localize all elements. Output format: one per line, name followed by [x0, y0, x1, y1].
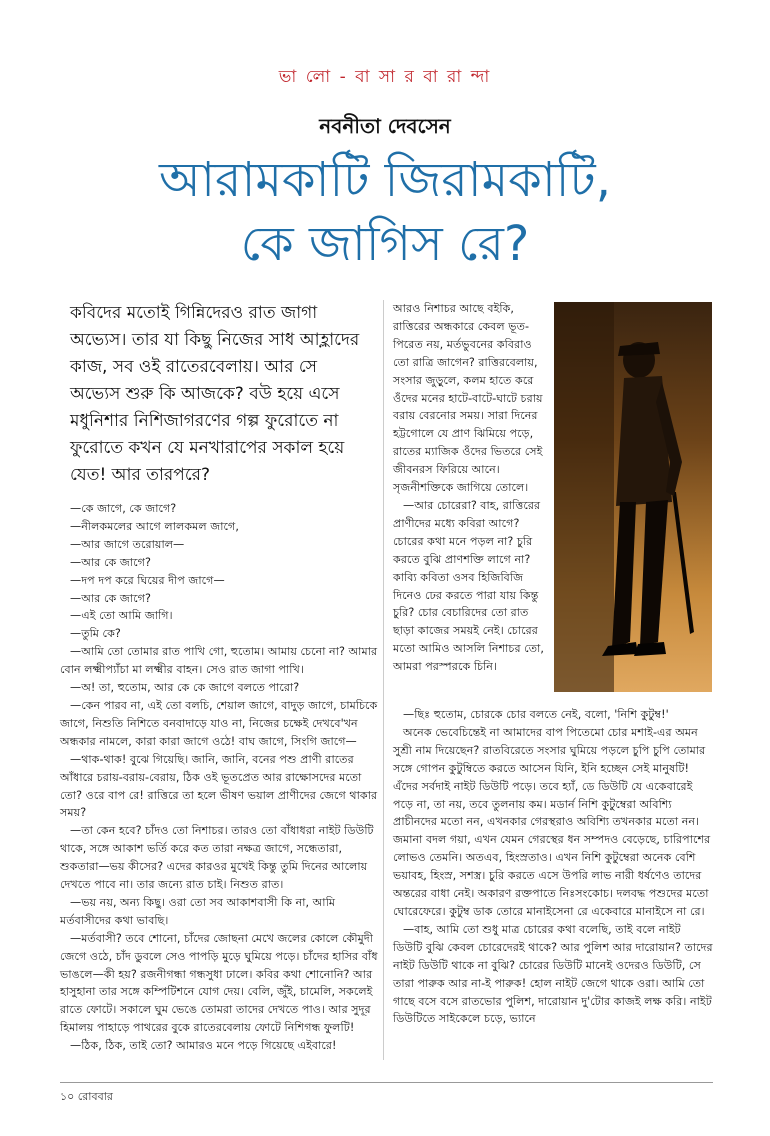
article-title: [0, 148, 770, 276]
author-name: নবনীতা দেবসেন: [319, 114, 451, 138]
dialogue-line: —নীলকমলের আগে লালকমল জাগে,: [70, 519, 239, 533]
dialogue-line: —তুমি কে?: [70, 627, 121, 641]
middle-column: [393, 300, 549, 676]
page-footer: [60, 1088, 113, 1107]
page-number: ১০: [60, 1090, 75, 1103]
dialogue-line: —আর জাগে তরোয়াল—: [70, 537, 185, 551]
left-column: [60, 500, 378, 1055]
right-bottom-column: [393, 706, 713, 1028]
magazine-name: রোববার: [77, 1090, 113, 1103]
dialogue-line: —ঠিক, ঠিক, তাই তো? আমারও মনে পড়ে গিয়েছে এইবারে!: [70, 1039, 337, 1053]
column-divider: [383, 300, 384, 1060]
dialogue-line: —অ! তা, হুতোম, আর কে কে জাগে বলতে পারো?: [70, 681, 300, 695]
dialogue-line: —থাক-থাক! বুঝে গিয়েছি। জানি, জানি, বনের পশু প্রাণী রাতের আঁধারে চরায়-বরায়-বেরায়, ঠিক ওই ভূতপ্রেত আর রাক্ষোসদের মতো তো? ওরে বাপ রে! রাত্তিরে তা হলে ভীষণ ভয়াল প্রাণীদের জেগে থাকার সময়?: [60, 752, 378, 820]
body-paragraph: আরও নিশাচর আছে বইকি, রাত্তিরের অন্ধকারে কেবল ভূত-পিরেত নয়, মর্তভুবনের কবিরাও তো রাত্রি জাগেন? রাত্তিরবেলায়, সংসার জুড়ুলে, কলম হাতে করে ওঁদের মনের হাটে-বাটে-ঘাটে চরায় বরায় বেরনোর সময়। সারা দিনের হট্টগোলে যে প্রাণ ঝিমিয়ে পড়ে, রাতের ম্যাজিক ওঁদের ভিতরে সেই জীবনরস ফিরিয়ে আনে। সৃজনীশক্তিকে জাগিয়ে তোলে।: [393, 302, 543, 495]
dialogue-line: —কে জাগে, কে জাগে?: [70, 502, 177, 515]
body-paragraph: —আর চোরেরা? বাহ, রাত্তিরের প্রাণীদের মধ্যে কবিরা আগে? চোরের কথা মনে পড়ল না? চুরি করতে বুঝি প্রাণশক্তি লাগে না? কাব্যি কবিতা ওসব হিজিবিজি দিনেও ঢের করতে পারা যায় কিন্তু চুরি? চোর বেচারিদের তো রাত ছাড়া কাজের সময়ই নেই। চোরের মতো আমিও আসলি নিশাচর তো, আমরা পরস্পরকে চিনি।: [393, 498, 544, 674]
dialogue-line: —আমি তো তোমার রাত পাখি গো, হুতোম। আমায় চেনো না? আমার বোন লক্ষ্মীপ্যাঁচা মা লক্ষ্মীর বাহন। সেও রাত জাগা পাখি।: [60, 645, 378, 677]
dialogue-line: —কেন পারব না, এই তো বলচি, শেয়াল জাগে, বাদুড় জাগে, চামচিকে জাগে, নিশুতি নিশিতে বনবাদাড়ে যাও না, নিজের চক্ষেই দেখবে'খন অন্ধকার নামলে, কারা কারা জাগে ওঠে! বাঘ জাগে, সিংগি জাগে—: [60, 698, 378, 748]
dialogue-line: —আর কে জাগে?: [70, 555, 151, 569]
footer-rule: [60, 1082, 713, 1083]
dialogue-line: —ভয় নয়, অন্য কিছু। ওরা তো সব আকাশবাসী কি না, আমি মর্তবাসীদের কথা ভাবছি।: [60, 895, 336, 927]
body-paragraph: —ছিঃ হুতোম, চোরকে চোর বলতে নেই, বলো, 'নিশি কুটুম্ব!': [403, 708, 669, 721]
title-line-1: আরামকাটি জিরামকাটি,: [159, 152, 611, 208]
guard-silhouette-icon: [554, 302, 712, 692]
section-tag: ভা লো - বা সা র বা রা ন্দা: [278, 67, 492, 87]
lede-paragraph: কবিদের মতোই গিন্নিদেরও রাত জাগা অভ্যেস। তার যা কিছু নিজের সাধ আহ্লাদের কাজ, সব ওই রাতেরবেলায়। আর সে অভ্যেস শুরু কি আজকে? বউ হয়ে এসে মধুনিশার নিশিজাগরণের গল্প ফুরোতে না ফুরোতে কখন যে মনখারাপের সকাল হয়ে যেত! আর তারপরে?: [70, 303, 360, 485]
dialogue-line: —এই তো আমি জাগি।: [70, 609, 173, 623]
night-guard-photo: [554, 302, 712, 692]
body-paragraph: —বাহ, আমি তো শুধু মাত্র চোরের কথা বলেছি, তাই বলে নাইট ডিউটি বুঝি কেবল চোরেদেরই থাকে? আর পুলিশ আর দারোয়ান? তাদের নাইট ডিউটি থাকে না বুঝি? চোরের ডিউটি মানেই ওদেরও ডিউটি, সে তারা পারুক আর না-ই পারুক! হোল নাইট জেগে থাকে ওরা। আমি তো গাছে বসে বসে রাতভোর পুলিশ, দারোয়ান দু'টোর কাজই লক্ষ করি। নাইট ডিউটিতে সাইকেলে চড়ে, ভ্যানে: [393, 922, 713, 1026]
body-paragraph: অনেক ভেবেচিন্তেই না আমাদের বাপ পিতেমো চোর মশাই-এর অমন সুশ্রী নাম দিয়েছেন? রাতবিরেতে সংসার ঘুমিয়ে পড়লে চুপি চুপি তোমার সঙ্গে গোপন কুটুম্বিতে করতে আসেন যিনি, ইনি হচ্ছেন সেই মানুষটি! এঁদের সর্বদাই নাইট ডিউটি পড়ে। তবে হ্যাঁ, ডে ডিউটি যে একেবারেই পড়ে না, তা নয়, তবে তুলনায় কম। মডার্ন নিশি কুটুম্বেরা অবিশ্যি প্রাচীনদের মতো নন, এখনকার গেরস্থরাও অবিশ্যি তখনকার মতো নন। জমানা বদল গয়া, এখন যেমন গেরস্থের ধন সম্পদও বেড়েছে, চারিপাশের লোভও তেমনি। অতএব, হিংস্রতাও। এখন নিশি কুটুম্বেরা অনেক বেশি ভয়াবহ, হিংস্র, সশস্ত্র। চুরি করতে এসে উপরি লাভ নারী ধর্ষণেও তাদের অন্তরের বাধা নেই। অকারণ রক্তপাতে নিঃসংকোচ। দলবদ্ধ পশুদের মতো ঘোরেফেরে। কুটুম্ব ডাক তোরে মানাইসেনা রে একেবারে মানাইসে না রে।: [393, 725, 711, 918]
dialogue-line: —দপ দপ করে ঘিয়ের দীপ জাগে—: [70, 573, 225, 587]
dialogue-line: —আর কে জাগে?: [70, 591, 151, 605]
dialogue-line: —তা কেন হবে? চাঁদও তো নিশাচর। তারও তো বাঁধাধরা নাইট ডিউটি থাকে, সঙ্গে আকাশ ভর্তি করে কত তারা নক্ষত্র জাগে, সন্ধেতারা, শুকতারা—ভয় কীসের? এদের কারওর মুখেই কিন্তু তুমি দিনের আলোয় দেখতে পাবে না। তার জন্যে রাত চাই। নিশুত রাত।: [60, 824, 374, 892]
title-line-2: কে জাগিস রে?: [240, 216, 530, 272]
dialogue-line: —মর্তবাসী? তবে শোনো, চাঁদের জোছনা মেখে জলের কোলে কৌমুদী জেগে ওঠে, চাঁদ ডুবলে সেও পাপড়ি মুড়ে ঘুমিয়ে পড়ে। চাঁদের হাসির বাঁধ ভাঙলে—কী হয়? রজনীগন্ধা গন্ধসুধা ঢালে। কবির কথা শোনোনি? আর হাসুহানা তার সঙ্গে কম্পিটিশনে যোগ দেয়। বেলি, জুঁই, চামেলি, সকলেই রাতে ফোটে। সকালে ঘুম ভেঙে তোমরা তাদের দেখতে পাও। আর সুদূর হিমালয় পাহাড়ে পাথরের বুকে রাতেরবেলায় ফোটে নিশিগন্ধ ফুলটি!: [60, 931, 378, 1035]
